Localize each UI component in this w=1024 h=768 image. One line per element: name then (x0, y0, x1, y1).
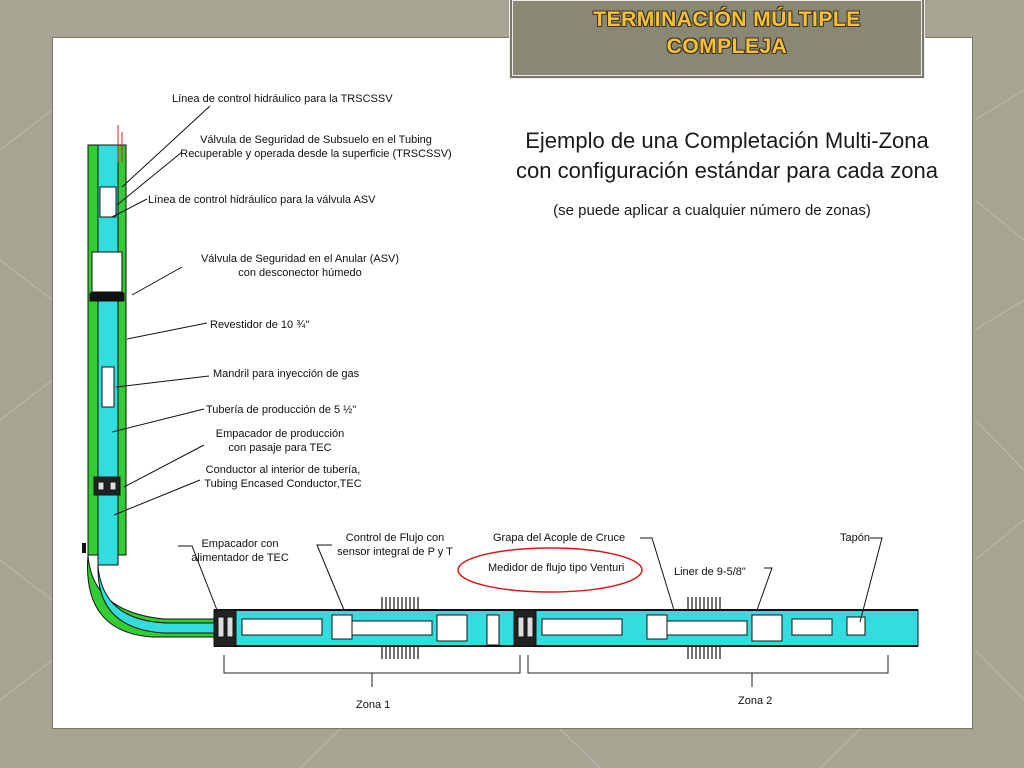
label-zone2: Zona 2 (738, 695, 773, 707)
label-trscssv (156, 133, 476, 161)
label-casing: Revestidor de 10 ¾" (210, 319, 310, 331)
label-production-packer (200, 427, 360, 455)
label-packer-line1: Empacador de producción (215, 428, 345, 440)
label-tec (188, 463, 378, 491)
label-production-tubing: Tubería de producción de 5 ½" (206, 404, 357, 416)
label-flow-control-line1: Control de Flujo con (345, 532, 445, 544)
label-hydraulic-line-asv: Línea de control hidráulico para la válvula ASV (148, 194, 376, 206)
label-tec-line2: Tubing Encased Conductor,TEC (204, 478, 362, 490)
label-trscssv-line1: Válvula de Seguridad de Subsuelo en el Tubing (200, 134, 432, 146)
label-flow-control-line2: sensor integral de P y T (337, 546, 453, 558)
label-tec-packer (180, 537, 300, 565)
label-asv (180, 252, 420, 280)
label-crossover-clamp: Grapa del Acople de Cruce (493, 532, 626, 544)
label-trscssv-line2: Recuperable y operada desde la superficie (TRSCSSV) (180, 148, 452, 160)
label-plug: Tapón (840, 532, 870, 544)
label-tec-line1: Conductor al interior de tubería, (205, 464, 361, 476)
slide-title-line1: TERMINACIÓN MÚLTIPLE (593, 8, 861, 31)
label-hydraulic-line-trscssv: Línea de control hidráulico para la TRSCSSV (172, 93, 393, 105)
label-gas-mandrel: Mandril para inyección de gas (213, 368, 360, 380)
label-tec-packer-line2: alimentador de TEC (191, 552, 289, 564)
label-packer-line2: con pasaje para TEC (228, 442, 332, 454)
label-liner: Liner de 9-5/8" (674, 566, 746, 578)
diagram-heading-line2: con configuración estándar para cada zona (516, 158, 938, 183)
label-asv-line2: con desconector húmedo (238, 267, 362, 279)
diagram-heading-line1: Ejemplo de una Completación Multi-Zona (525, 128, 929, 153)
slide-title (512, 6, 942, 60)
label-venturi-meter: Medidor de flujo tipo Venturi (488, 562, 625, 574)
diagram-subheading: (se puede aplicar a cualquier número de zonas) (553, 202, 871, 219)
label-asv-line1: Válvula de Seguridad en el Anular (ASV) (200, 253, 400, 265)
slide-title-line2: COMPLEJA (666, 35, 788, 58)
diagram-heading (482, 126, 972, 186)
label-tec-packer-line1: Empacador con (201, 538, 279, 550)
label-flow-control (325, 531, 465, 559)
label-zone1: Zona 1 (356, 699, 391, 711)
zone-brackets (224, 655, 888, 687)
